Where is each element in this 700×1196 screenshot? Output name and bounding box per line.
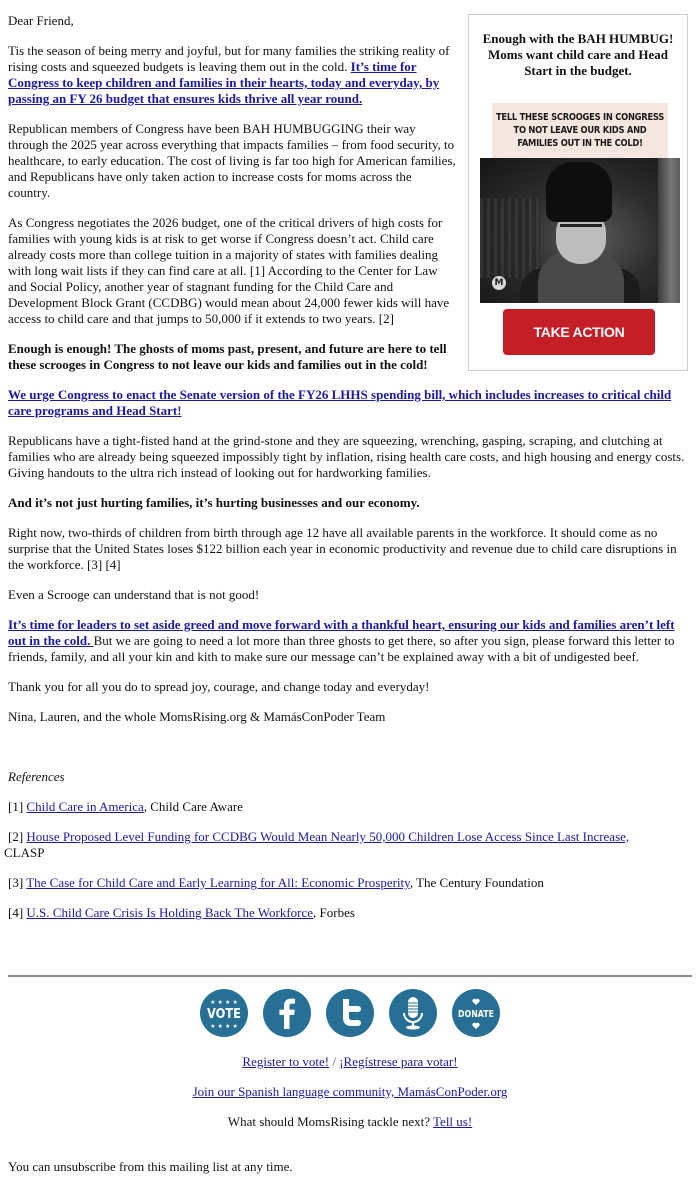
photo-background bbox=[480, 198, 540, 278]
registrese-link[interactable]: ¡Regístrese para votar! bbox=[339, 1054, 458, 1069]
svg-text:★ ★ ★ ★: ★ ★ ★ ★ bbox=[210, 1023, 238, 1030]
take-action-box bbox=[468, 14, 688, 371]
reference-item: [2] House Proposed Level Funding for CCDBG Would Mean Nearly 50,000 Children Lose Access Since Last Increase, CLASP bbox=[4, 829, 630, 860]
references-heading: References bbox=[8, 769, 65, 784]
paragraph-thanks: Thank you for all you do to spread joy, courage, and change today and everyday! bbox=[8, 679, 430, 694]
paragraph-leaders bbox=[8, 617, 692, 665]
sidebar-title: Enough with the BAH HUMBUG! Moms want child care and Head Start in the budget. bbox=[482, 31, 674, 78]
reference-link[interactable]: House Proposed Level Funding for CCDBG Would Mean Nearly 50,000 Children Lose Access Since Last Increase, bbox=[26, 829, 630, 844]
paragraph-humbug: Republican members of Congress have been BAH HUMBUGGING their way through the 2025 year across everything that impacts families – from food security, to healthcare, to early education. The cost of living is far too high for American families, and Republicans have only taken action to increase costs for moms across the country. bbox=[8, 121, 456, 200]
scrooge-promo-image[interactable] bbox=[480, 103, 680, 303]
intro-text: Tis the season of being merry and joyful, but for many families the striking reality of rising costs and squeezed budgets is leaving them out in the cold. bbox=[8, 43, 450, 74]
photo-top-hat bbox=[546, 162, 612, 222]
footer-links bbox=[0, 1054, 700, 1144]
paragraph-tight-fisted: Republicans have a tight-fisted hand at the grind-stone and they are squeezing, wrenching, gasping, scraping, and clutching at families who are already being squeezed impossibly tight by inflation, rising health care costs, and high housing and energy costs. Giving handouts to the ultra rich instead of looking out for hardworking families. bbox=[8, 433, 685, 480]
reference-item: [3] The Case for Child Care and Early Learning for All: Economic Prosperity, The Century Foundation bbox=[8, 875, 544, 890]
paragraph-urge bbox=[8, 387, 692, 419]
reference-link[interactable]: U.S. Child Care Crisis Is Holding Back The Workforce bbox=[26, 905, 314, 920]
podcast-microphone-icon[interactable] bbox=[389, 989, 437, 1037]
photo-glasses bbox=[560, 224, 602, 237]
separator: / bbox=[329, 1054, 340, 1069]
watermark-logo-icon: M bbox=[492, 276, 506, 290]
reference-item: [4] U.S. Child Care Crisis Is Holding Back The Workforce, Forbes bbox=[8, 905, 355, 920]
forward-text: But we are going to need a lot more than three ghosts to get there, so after you sign, please forward this letter to friends, family, and all your kin and kith to make sure our message can’t be explained away with a bit of undigested beef. bbox=[8, 633, 675, 664]
promo-caption: TELL THESE SCROOGES IN CONGRESS TO NOT LEAVE OUR KIDS AND FAMILIES OUT IN THE COLD! bbox=[492, 103, 668, 158]
intro-cta-link[interactable]: It’s time for Congress to keep children and families in their hearts, today and everyday, by passing an FY 26 budget that ensures kids thrive all year round. bbox=[8, 59, 440, 106]
paragraph-scrooge: Even a Scrooge can understand that is not good! bbox=[8, 587, 260, 602]
svg-text:★ ★ ★ ★: ★ ★ ★ ★ bbox=[210, 999, 238, 1006]
spanish-community-line bbox=[0, 1084, 700, 1100]
intro-paragraph bbox=[8, 43, 456, 107]
tackle-line bbox=[0, 1114, 700, 1130]
paragraph-economy: And it’s not just hurting families, it’s hurting businesses and our economy. bbox=[8, 495, 420, 510]
vote-icon[interactable] bbox=[200, 989, 248, 1037]
social-icons-row bbox=[0, 989, 700, 1037]
paragraph-budget: As Congress negotiates the 2026 budget, one of the critical drivers of high costs for families with young kids is at risk to get worse if Congress doesn’t act. Child care already costs more than college tuition in a majority of states with families dealing with long wait lists if they can find care at all. [1] According to the Center for Law and Social Policy, another year of stagnant funding for the Child Care and Development Block Grant (CCDBG) would mean about 24,000 fewer kids will have access to child care and that jumps to 50,000 if it extends to two years. [2] bbox=[8, 215, 450, 326]
urge-congress-link[interactable]: We urge Congress to enact the Senate version of the FY26 LHHS spending bill, which includes increases to critical child care programs and Head Start! bbox=[8, 387, 672, 418]
signature: Nina, Lauren, and the whole MomsRising.org & MamásConPoder Team bbox=[8, 709, 386, 724]
twitter-icon[interactable] bbox=[326, 989, 374, 1037]
svg-text:VOTE: VOTE bbox=[207, 1007, 241, 1022]
scrooge-photo bbox=[480, 158, 680, 303]
greeting: Dear Friend, bbox=[8, 13, 74, 28]
paragraph-enough: Enough is enough! The ghosts of moms past, present, and future are here to tell these scrooges in Congress to not leave our kids and families out in the cold! bbox=[8, 341, 447, 372]
spanish-community-link[interactable]: Join our Spanish language community, MamásConPoder.org bbox=[192, 1084, 508, 1099]
facebook-icon[interactable] bbox=[263, 989, 311, 1037]
donate-icon[interactable] bbox=[452, 989, 500, 1037]
register-to-vote-link[interactable]: Register to vote! bbox=[242, 1054, 330, 1069]
tackle-text: What should MomsRising tackle next? bbox=[227, 1114, 434, 1129]
tell-us-link[interactable]: Tell us! bbox=[433, 1114, 473, 1129]
leaders-link[interactable]: It’s time for leaders to set aside greed and move forward with a thankful heart, ensuring our kids and families aren’t left out in the cold. bbox=[8, 617, 675, 648]
reference-link[interactable]: The Case for Child Care and Early Learning for All: Economic Prosperity bbox=[26, 875, 410, 890]
register-line bbox=[0, 1054, 700, 1070]
reference-item: [1] Child Care in America, Child Care Aware bbox=[8, 799, 243, 814]
unsubscribe-text: You can unsubscribe from this mailing list at any time. bbox=[8, 1159, 293, 1174]
reference-link[interactable]: Child Care in America bbox=[26, 799, 144, 814]
photo-curtain bbox=[658, 158, 680, 303]
svg-text:DONATE: DONATE bbox=[458, 1009, 495, 1020]
paragraph-workforce: Right now, two-thirds of children from birth through age 12 have all available parents in the workforce. It should come as no surprise that the United States loses $122 billion each year in economic productivity and revenue due to child care disruptions in the workforce. [3] [4] bbox=[8, 525, 677, 572]
take-action-button[interactable]: TAKE ACTION bbox=[503, 309, 655, 355]
footer-divider bbox=[8, 975, 692, 977]
